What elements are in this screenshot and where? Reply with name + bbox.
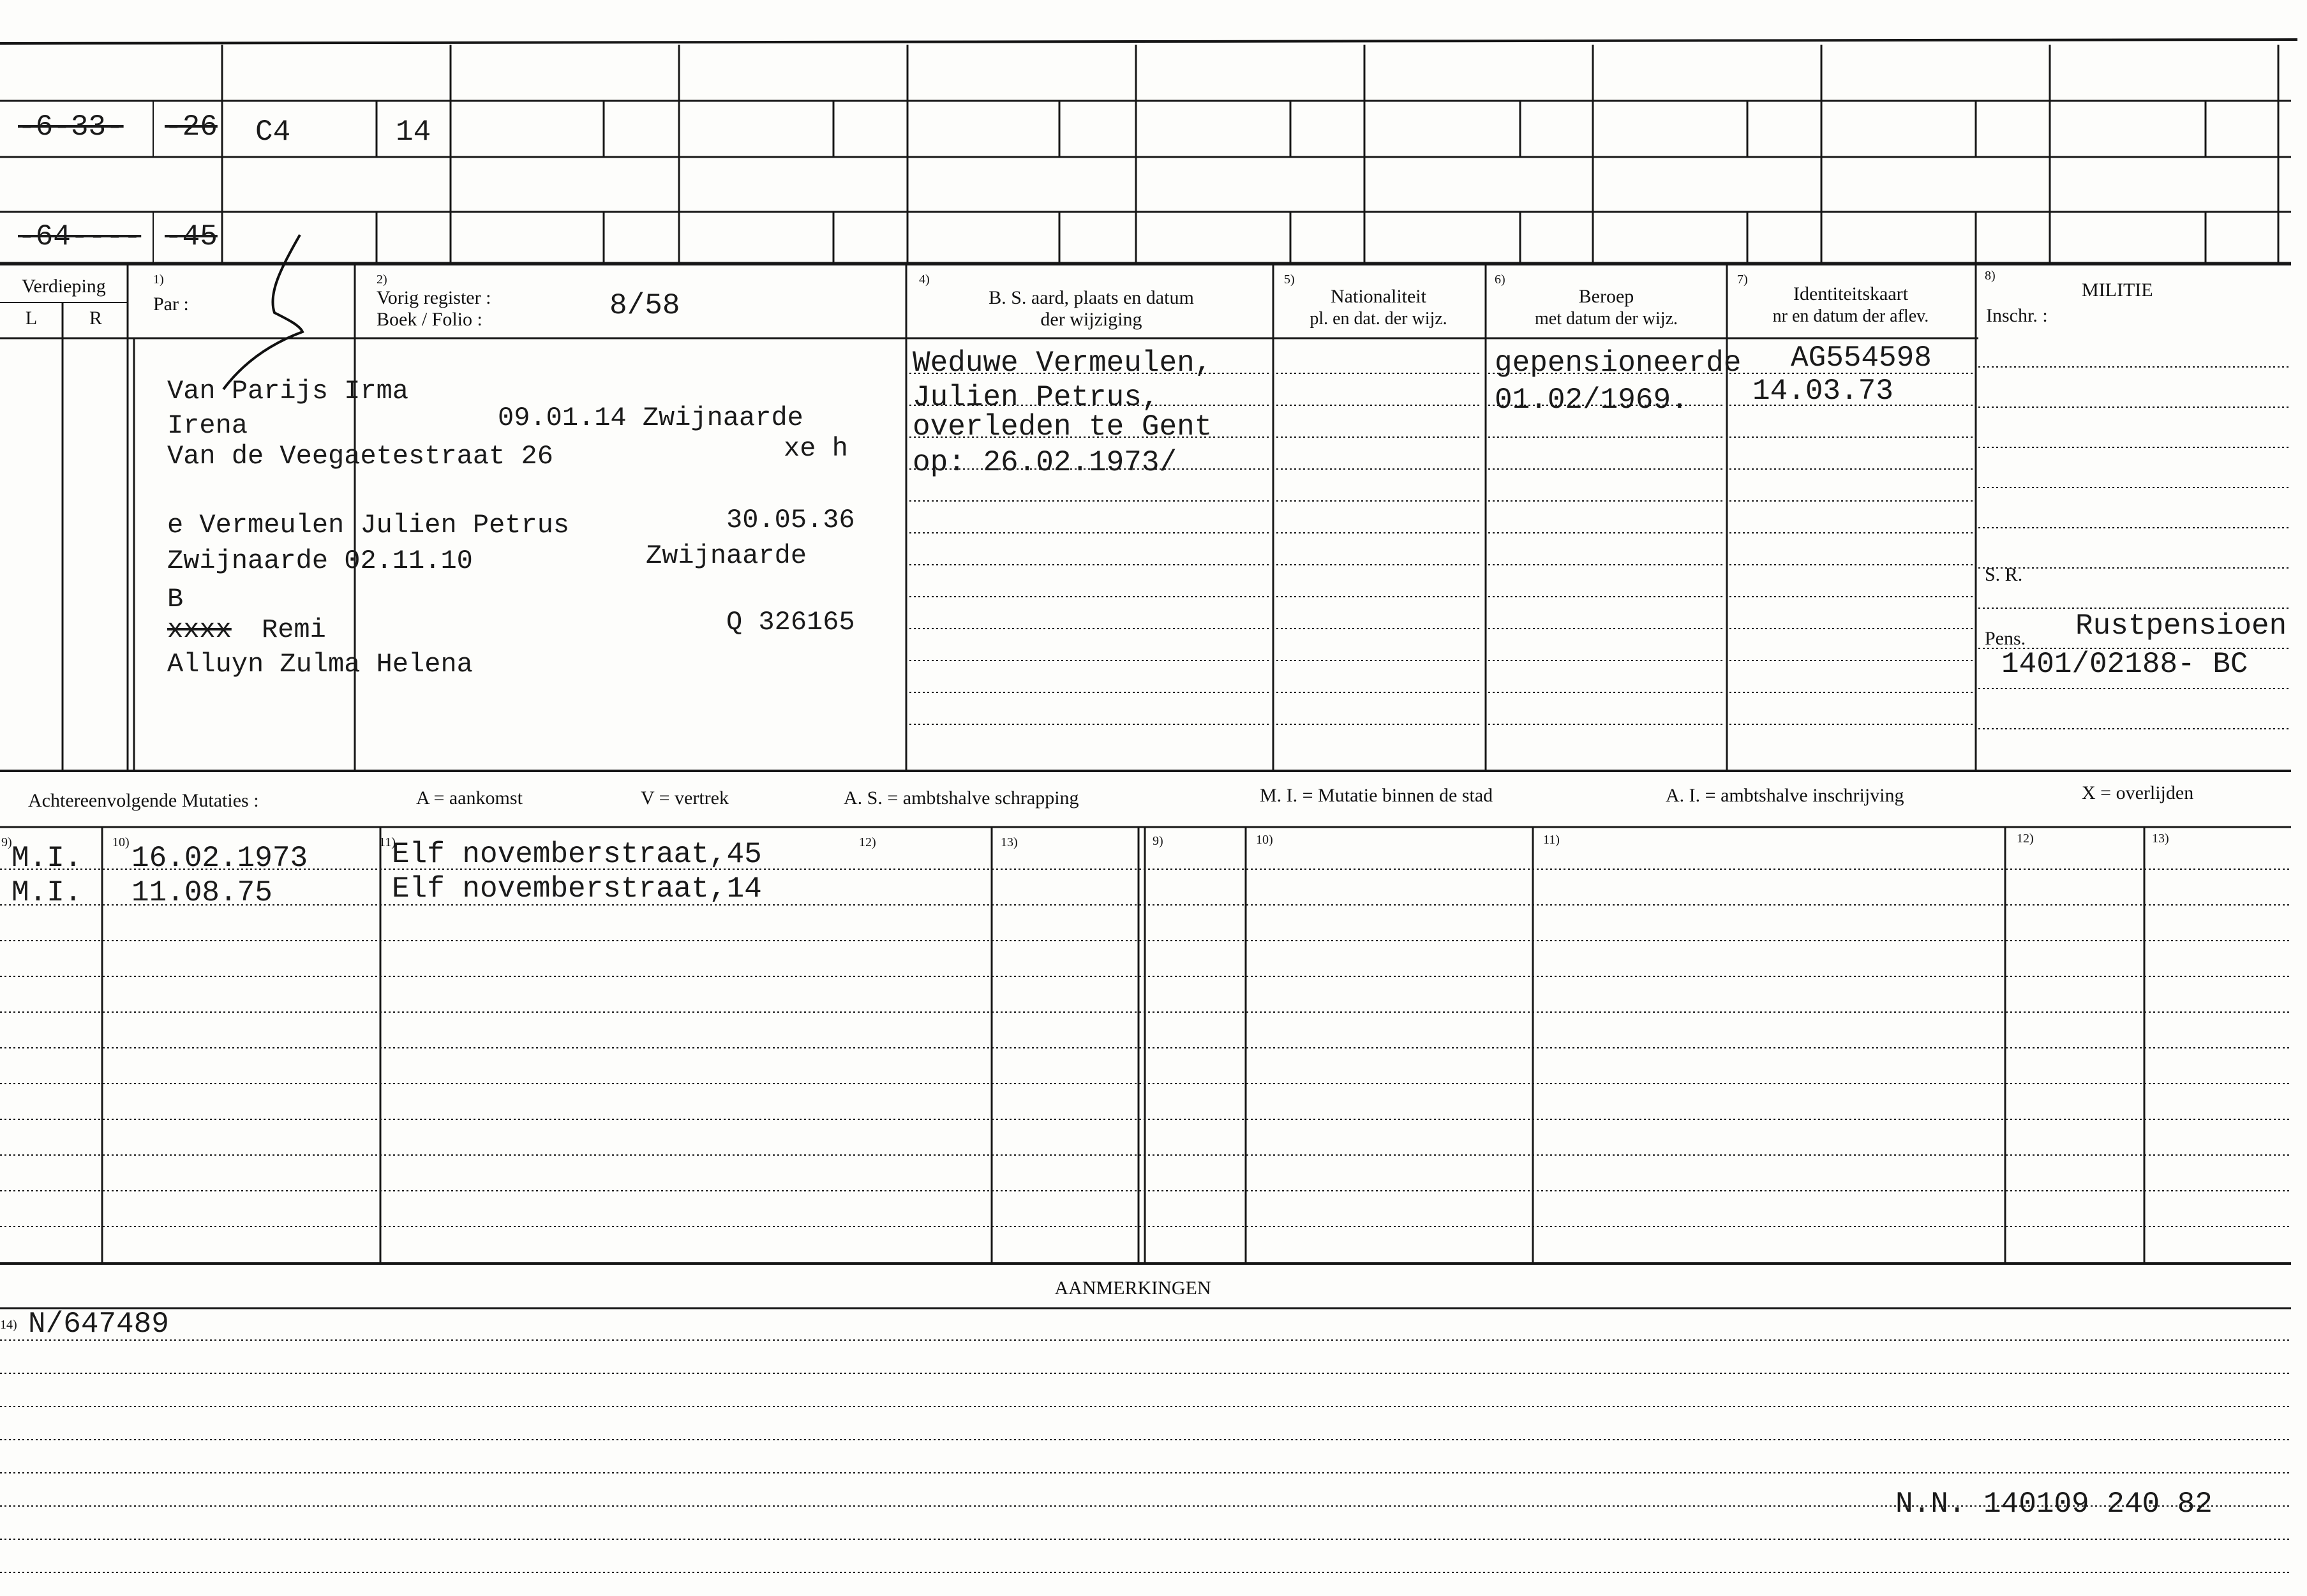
- id-label-1: Identiteitskaart: [1793, 283, 1908, 304]
- pens-number: 1401/02188- BC: [2001, 648, 2248, 681]
- top-num-2: -45: [165, 220, 218, 253]
- mut-col-10: 10): [112, 835, 130, 849]
- bs-entry-2: Julien Petrus,: [913, 381, 1160, 414]
- legend-overlijden: X = overlijden: [2082, 782, 2194, 803]
- mut-col-12b: 12): [2017, 832, 2034, 846]
- mut-row2-date: 11.08.75: [131, 876, 273, 909]
- person-birth: 09.01.14 Zwijnaarde: [498, 403, 803, 433]
- mut-row1-date: 16.02.1973: [131, 842, 308, 875]
- person-line-b: B: [167, 584, 184, 615]
- bs-entry-3: overleden te Gent: [913, 410, 1213, 444]
- boek-folio-label: Boek / Folio :: [377, 309, 482, 330]
- mut-row2-type: M.I.: [11, 876, 82, 909]
- top-num-1: -26: [165, 110, 218, 144]
- bs-num: 4): [919, 272, 930, 287]
- id-entry-2: 14.03.73: [1752, 375, 1893, 408]
- remarks-footer: N.N. 140109 240 82: [1895, 1488, 2213, 1521]
- vorig-value: 8/58: [609, 289, 680, 322]
- nat-label-1: Nationaliteit: [1331, 286, 1426, 307]
- mut-col-11b: 11): [1543, 833, 1560, 847]
- bs-label-2: der wijziging: [1040, 309, 1142, 330]
- beroep-entry-1: gepensioneerde: [1495, 347, 1742, 380]
- verdieping-label: Verdieping: [22, 276, 106, 297]
- par-label: Par :: [153, 294, 189, 315]
- person-first-name: Irena: [167, 410, 248, 441]
- mut-col-11: 11): [379, 835, 396, 849]
- sr-label: S. R.: [1985, 564, 2023, 585]
- person-mark: xe h: [784, 433, 848, 464]
- person-code: Q 326165: [726, 607, 855, 638]
- mut-col-12: 12): [859, 835, 876, 849]
- spouse-name: e Vermeulen Julien Petrus: [167, 510, 570, 541]
- verdieping-r: R: [89, 308, 102, 329]
- legend-schrapping: A. S. = ambtshalve schrapping: [844, 787, 1079, 809]
- id-num: 7): [1737, 272, 1748, 287]
- top-c4: C4: [255, 116, 291, 149]
- spouse-birth: Zwijnaarde 02.11.10: [167, 546, 473, 576]
- remarks-num: 14): [0, 1318, 17, 1332]
- mother-name: Alluyn Zulma Helena: [167, 649, 473, 680]
- nat-label-2: pl. en dat. der wijz.: [1310, 309, 1447, 329]
- vorig-label: Vorig register :: [377, 287, 491, 308]
- verdieping-l: L: [25, 308, 38, 329]
- legend-title: Achtereenvolgende Mutaties :: [28, 790, 259, 811]
- legend-inschrijving: A. I. = ambtshalve inschrijving: [1666, 785, 1904, 806]
- legend-vertrek: V = vertrek: [641, 787, 729, 809]
- mut-row1-type: M.I.: [11, 842, 82, 875]
- mut-col-13b: 13): [2152, 832, 2169, 846]
- bs-label-1: B. S. aard, plaats en datum: [989, 287, 1194, 308]
- spouse-date: 30.05.36: [726, 505, 855, 535]
- militie-inschr: Inschr. :: [1986, 305, 2048, 326]
- mut-row2-address: Elf novemberstraat,14: [392, 872, 762, 906]
- mut-col-13: 13): [1001, 835, 1018, 849]
- beroep-label-2: met datum der wijz.: [1535, 309, 1678, 329]
- legend-aankomst: A = aankomst: [416, 787, 523, 809]
- nat-num: 5): [1284, 272, 1295, 287]
- remarks-title: AANMERKINGEN: [1054, 1278, 1211, 1299]
- father-name: Remi: [262, 615, 326, 645]
- spouse-place: Zwijnaarde: [646, 541, 807, 571]
- remarks-value: N/647489: [28, 1308, 169, 1341]
- id-entry-1: AG554598: [1791, 341, 1932, 375]
- mut-col-10b: 10): [1256, 833, 1273, 847]
- bs-entry-1: Weduwe Vermeulen,: [913, 347, 1213, 380]
- person-name: Van Parijs Irma: [167, 376, 409, 406]
- beroep-label-1: Beroep: [1578, 286, 1634, 307]
- struck-text: xxxx: [167, 615, 232, 645]
- militie-num: 8): [1985, 269, 1996, 283]
- top-border: [0, 40, 2297, 43]
- legend-mutatie: M. I. = Mutatie binnen de stad: [1260, 785, 1493, 806]
- handwritten-bracket: [223, 235, 302, 389]
- beroep-num: 6): [1495, 272, 1505, 287]
- mut-col-9: 9): [1, 835, 12, 849]
- pens-label: Pens.: [1985, 628, 2026, 649]
- par-num: 1): [153, 272, 164, 287]
- vorig-num: 2): [377, 272, 387, 287]
- beroep-entry-2: 01.02/1969.: [1495, 384, 1689, 417]
- top-code-2: -64----: [18, 220, 142, 253]
- top-14: 14: [396, 116, 431, 149]
- id-label-2: nr en datum der aflev.: [1772, 306, 1929, 326]
- person-address: Van de Veegaetestraat 26: [167, 441, 553, 472]
- mut-row1-address: Elf novemberstraat,45: [392, 838, 762, 871]
- top-code-1: -6-33-: [18, 110, 124, 144]
- pens-value: Rustpensioen: [2075, 609, 2287, 643]
- militie-label: MILITIE: [2082, 280, 2153, 301]
- bs-entry-4: op: 26.02.1973/: [913, 446, 1177, 479]
- mut-col-9b: 9): [1153, 834, 1163, 848]
